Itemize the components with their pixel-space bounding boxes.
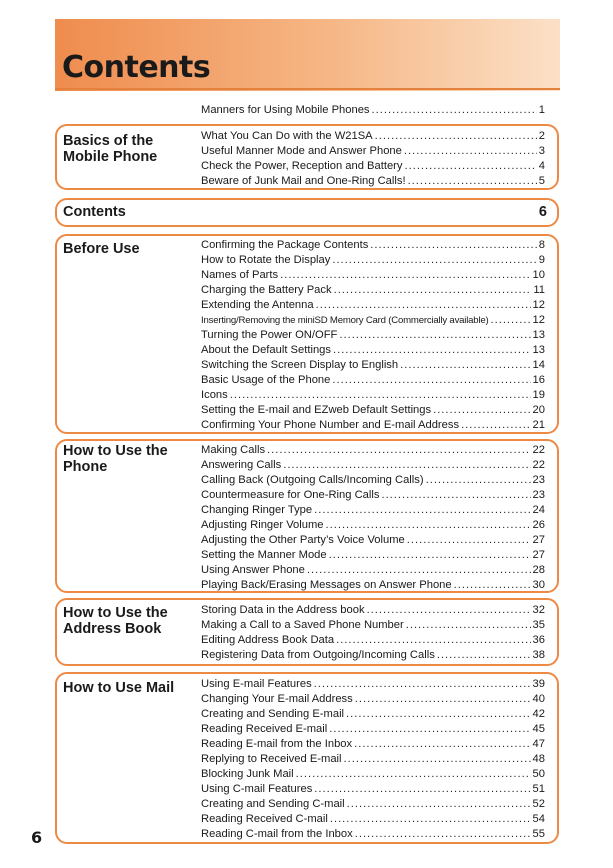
- toc-entry[interactable]: [201, 103, 545, 119]
- toc-entry[interactable]: [201, 767, 545, 783]
- toc-entry-title: Editing Address Book Data: [201, 634, 335, 646]
- leader-dots: [280, 268, 530, 284]
- leader-dots: [332, 253, 536, 269]
- toc-entry-title: Making Calls: [201, 444, 266, 456]
- section-title: How to Use Mail: [63, 680, 175, 696]
- toc-entry-page: 40: [532, 693, 545, 705]
- toc-entry[interactable]: [201, 159, 545, 175]
- leader-dots: [333, 343, 531, 359]
- toc-entry-title: Countermeasure for One-Ring Calls: [201, 489, 380, 501]
- toc-entry-title: Using C-mail Features: [201, 783, 313, 795]
- toc-entry[interactable]: [201, 782, 545, 798]
- toc-entry-title: Charging the Battery Pack: [201, 284, 332, 296]
- toc-entry[interactable]: [201, 253, 545, 269]
- toc-entry-page: 13: [532, 329, 545, 341]
- toc-entry-page: 47: [532, 738, 545, 750]
- toc-entry-page: 2: [538, 130, 545, 142]
- toc-entry-title: Blocking Junk Mail: [201, 768, 294, 780]
- toc-entry-page: 35: [532, 619, 545, 631]
- toc-entry[interactable]: [201, 443, 545, 459]
- toc-entry[interactable]: [201, 473, 545, 489]
- leader-dots: [314, 677, 531, 693]
- leader-dots: [407, 533, 531, 549]
- toc-entry-title: Reading Received C-mail: [201, 813, 328, 825]
- toc-entry-page: 24: [532, 504, 545, 516]
- toc-entry-title: Reading Received E-mail: [201, 723, 328, 735]
- toc-entry[interactable]: [201, 283, 545, 299]
- toc-entry-page: 52: [532, 798, 545, 810]
- toc-entry-title: Useful Manner Mode and Answer Phone: [201, 145, 402, 157]
- toc-entry-title: Confirming Your Phone Number and E-mail Address: [201, 419, 460, 431]
- toc-entry-title: About the Default Settings: [201, 344, 331, 356]
- toc-entry-title: Using E-mail Features: [201, 678, 312, 690]
- toc-entry-page: 14: [532, 359, 545, 371]
- toc-entry-page: 16: [532, 374, 545, 386]
- toc-entry-title: Reading E-mail from the Inbox: [201, 738, 353, 750]
- toc-entry-page: 26: [532, 519, 545, 531]
- toc-entry-page: 27: [532, 549, 545, 561]
- leader-dots: [372, 103, 537, 119]
- leader-dots: [326, 518, 531, 534]
- leader-dots: [404, 144, 537, 160]
- toc-entry[interactable]: [201, 373, 545, 389]
- toc-entry-page: 23: [532, 474, 545, 486]
- section-title: How to Use the Address Book: [63, 605, 168, 637]
- leader-dots: [334, 283, 532, 299]
- toc-entry-title: Storing Data in the Address book: [201, 604, 365, 616]
- toc-entry[interactable]: [201, 648, 545, 664]
- toc-entry-title: What You Can Do with the W21SA: [201, 130, 373, 142]
- toc-entry[interactable]: [201, 403, 545, 419]
- leader-dots: [354, 737, 530, 753]
- toc-entry-title: Adjusting Ringer Volume: [201, 519, 324, 531]
- toc-entry-title: Playing Back/Erasing Messages on Answer Phone: [201, 579, 452, 591]
- leader-dots: [433, 403, 530, 419]
- leader-dots: [405, 159, 537, 175]
- toc-entry-title: Answering Calls: [201, 459, 282, 471]
- toc-entry-page: 4: [538, 160, 545, 172]
- toc-entry-page: 27: [532, 534, 545, 546]
- leader-dots: [381, 488, 530, 504]
- toc-entry-title: Extending the Antenna: [201, 299, 314, 311]
- page-number: 6: [31, 828, 43, 847]
- leader-dots: [329, 548, 531, 564]
- toc-entry[interactable]: [201, 458, 545, 474]
- toc-entry-page: 10: [532, 269, 545, 281]
- leader-dots: [370, 238, 536, 254]
- toc-entry-title: Creating and Sending E-mail: [201, 708, 345, 720]
- toc-entry[interactable]: [201, 692, 545, 708]
- toc-entry-title: Creating and Sending C-mail: [201, 798, 345, 810]
- toc-entry-page: 22: [532, 444, 545, 456]
- leader-dots: [406, 618, 531, 634]
- toc-entry[interactable]: [201, 827, 545, 843]
- leader-dots: [332, 373, 530, 389]
- leader-dots: [307, 563, 531, 579]
- toc-entry-page: 20: [532, 404, 545, 416]
- leader-dots: [314, 782, 530, 798]
- toc-entry[interactable]: [201, 343, 545, 359]
- toc-entry-page: 42: [532, 708, 545, 720]
- toc-entry[interactable]: [201, 174, 545, 190]
- toc-entry-page: 19: [532, 389, 545, 401]
- toc-entry-title: Setting the Manner Mode: [201, 549, 327, 561]
- leader-dots: [329, 722, 530, 738]
- toc-entry[interactable]: [201, 533, 545, 549]
- toc-entry[interactable]: [201, 578, 545, 594]
- toc-entry-page: 3: [538, 145, 545, 157]
- leader-dots: [355, 692, 531, 708]
- toc-entry-page: 8: [538, 239, 545, 251]
- toc-entry-page: 11: [533, 284, 545, 296]
- leader-dots: [375, 129, 537, 145]
- toc-entry-page: 21: [532, 419, 545, 431]
- toc-entry-page: 54: [532, 813, 545, 825]
- toc-entry-page: 48: [532, 753, 545, 765]
- toc-entry-title: Manners for Using Mobile Phones: [201, 104, 370, 116]
- toc-entry[interactable]: [201, 633, 545, 649]
- toc-entry-title: Changing Your E-mail Address: [201, 693, 353, 705]
- toc-entry[interactable]: [201, 503, 545, 519]
- leader-dots: [267, 443, 531, 459]
- toc-entry-page: 39: [532, 678, 545, 690]
- section-title[interactable]: Contents: [63, 204, 126, 220]
- toc-entry-title: Reading C-mail from the Inbox: [201, 828, 353, 840]
- toc-entry[interactable]: [201, 358, 545, 374]
- leader-dots: [230, 388, 531, 404]
- toc-entry-page: 55: [532, 828, 545, 840]
- toc-entry-page: 1: [538, 104, 545, 116]
- leader-dots: [314, 503, 530, 519]
- leader-dots: [346, 707, 531, 723]
- toc-entry-page: 28: [532, 564, 545, 576]
- toc-entry[interactable]: [201, 722, 545, 738]
- toc-entry-title: Replying to Received E-mail: [201, 753, 342, 765]
- toc-entry[interactable]: [201, 328, 545, 344]
- leader-dots: [367, 603, 531, 619]
- toc-entry[interactable]: [201, 563, 545, 579]
- toc-entry[interactable]: [201, 752, 545, 768]
- section-title: How to Use the Phone: [63, 443, 168, 475]
- toc-entry[interactable]: [201, 548, 545, 564]
- toc-entry-title: Basic Usage of the Phone: [201, 374, 331, 386]
- leader-dots: [408, 174, 537, 190]
- toc-entry-title: Calling Back (Outgoing Calls/Incoming Calls): [201, 474, 424, 486]
- toc-entry-title: Registering Data from Outgoing/Incoming Calls: [201, 649, 435, 661]
- toc-entry-page: 12: [532, 299, 545, 311]
- toc-entry[interactable]: [201, 313, 545, 329]
- toc-entry-page: 51: [532, 783, 545, 795]
- leader-dots: [461, 418, 530, 434]
- toc-entry[interactable]: [201, 518, 545, 534]
- page-title: Contents: [62, 50, 211, 85]
- section-title: Before Use: [63, 241, 140, 257]
- toc-entry-page: 23: [532, 489, 545, 501]
- toc-entry-title: Beware of Junk Mail and One-Ring Calls!: [201, 175, 406, 187]
- leader-dots: [437, 648, 531, 664]
- toc-entry-page: 45: [532, 723, 545, 735]
- toc-entry-title: Icons: [201, 389, 228, 401]
- leader-dots: [454, 578, 531, 594]
- toc-entry[interactable]: [201, 812, 545, 828]
- toc-entry-page: 36: [532, 634, 545, 646]
- toc-entry-title: Inserting/Removing the miniSD Memory Card (Commercially available): [201, 315, 489, 326]
- toc-entry-page: 12: [532, 314, 545, 326]
- leader-dots: [355, 827, 531, 843]
- toc-entry-title: Turning the Power ON/OFF: [201, 329, 338, 341]
- toc-entry[interactable]: [201, 707, 545, 723]
- toc-entry[interactable]: [201, 129, 545, 145]
- toc-entry-page: 13: [532, 344, 545, 356]
- toc-entry-title: Adjusting the Other Party’s Voice Volume: [201, 534, 405, 546]
- leader-dots: [316, 298, 531, 314]
- toc-entry-title: How to Rotate the Display: [201, 254, 331, 266]
- leader-dots: [426, 473, 531, 489]
- section-title: Basics of the Mobile Phone: [63, 133, 158, 165]
- toc-entry[interactable]: [201, 488, 545, 504]
- toc-entry-page: 38: [532, 649, 545, 661]
- header-rule: [55, 88, 560, 90]
- leader-dots: [336, 633, 530, 649]
- toc-entry-page: 30: [532, 579, 545, 591]
- leader-dots: [400, 358, 530, 374]
- toc-entry[interactable]: [201, 238, 545, 254]
- toc-entry-page: 50: [532, 768, 545, 780]
- toc-entry-title: Switching the Screen Display to English: [201, 359, 399, 371]
- toc-entry[interactable]: [201, 144, 545, 160]
- toc-entry-title: Using Answer Phone: [201, 564, 305, 576]
- toc-entry[interactable]: [201, 737, 545, 753]
- toc-entry-title: Confirming the Package Contents: [201, 239, 369, 251]
- toc-entry[interactable]: [201, 268, 545, 284]
- leader-dots: [283, 458, 530, 474]
- toc-entry-page: 22: [532, 459, 545, 471]
- leader-dots: [347, 797, 531, 813]
- leader-dots: [330, 812, 531, 828]
- leader-dots: [491, 313, 531, 329]
- toc-entry[interactable]: [201, 418, 545, 434]
- toc-entry[interactable]: [201, 388, 545, 404]
- leader-dots: [339, 328, 530, 344]
- toc-entry-title: Names of Parts: [201, 269, 279, 281]
- toc-entry-title: Making a Call to a Saved Phone Number: [201, 619, 404, 631]
- toc-entry-title: Check the Power, Reception and Battery: [201, 160, 403, 172]
- toc-entry-page: 32: [532, 604, 545, 616]
- leader-dots: [344, 752, 531, 768]
- toc-entry[interactable]: [201, 603, 545, 619]
- toc-entry[interactable]: [201, 677, 545, 693]
- section-box-contents: [55, 198, 559, 227]
- toc-entry-page: 9: [538, 254, 545, 266]
- toc-entry[interactable]: [201, 618, 545, 634]
- section-page: 6: [538, 204, 547, 220]
- toc-entry-page: 5: [538, 175, 545, 187]
- toc-entry-title: Changing Ringer Type: [201, 504, 313, 516]
- toc-entry[interactable]: [201, 797, 545, 813]
- toc-entry-title: Setting the E-mail and EZweb Default Settings: [201, 404, 432, 416]
- toc-entry[interactable]: [201, 298, 545, 314]
- leader-dots: [296, 767, 531, 783]
